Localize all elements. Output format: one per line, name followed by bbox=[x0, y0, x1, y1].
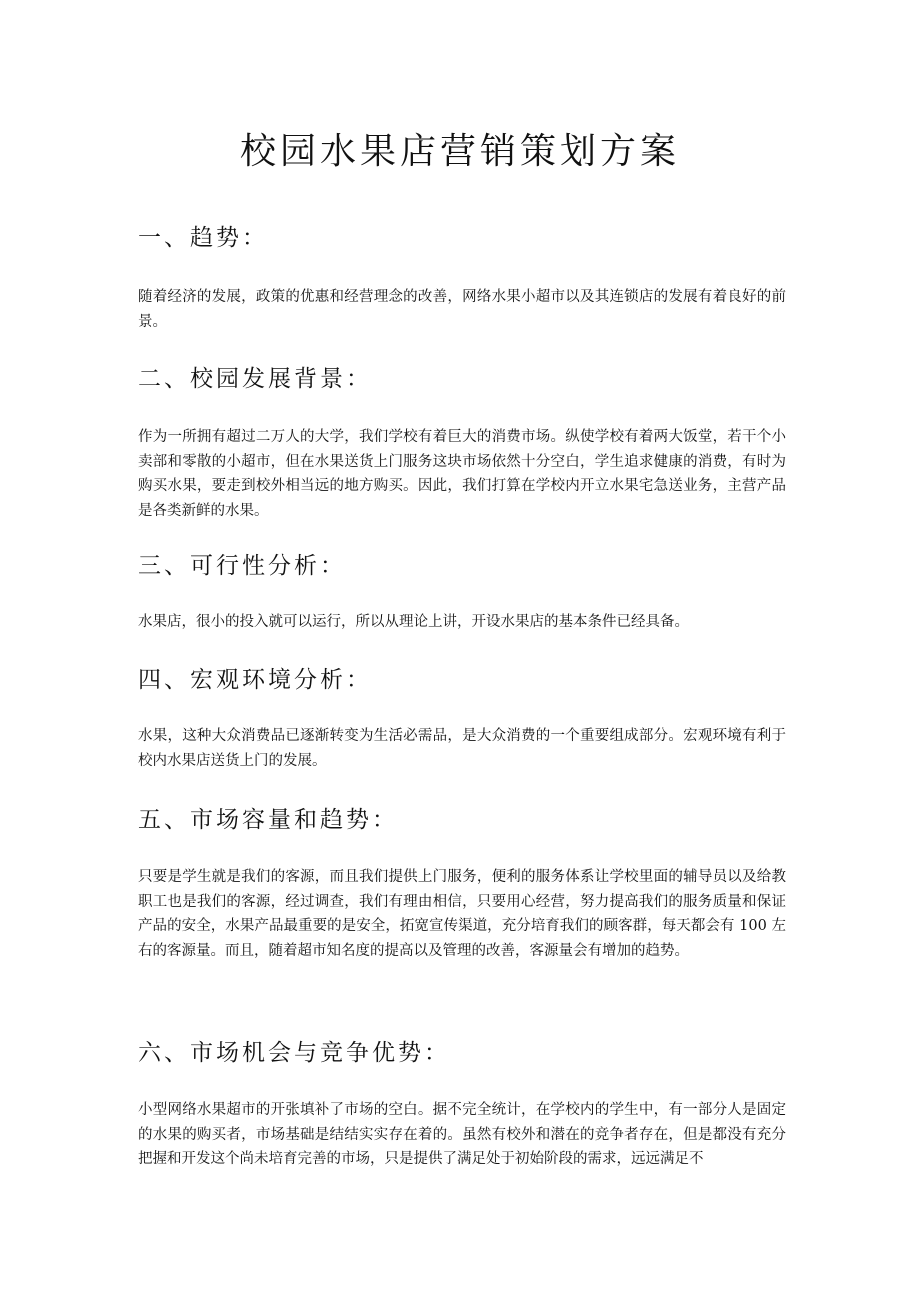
section-body-market-capacity: 只要是学生就是我们的客源，而且我们提供上门服务，便利的服务体系让学校里面的辅导员以及给教职工也是我们的客源，经过调查，我们有理由相信，只要用心经营，努力提高我们的服务质量和保证产品的安全，水果产品最重要的是安全，拓宽宣传渠道，充分培育我们的顾客群，每天都会有 100 左右的客源量。而且，随着超市知名度的提高以及管理的改善，客源量会有增加的趋势。 bbox=[138, 869, 786, 959]
section-body-macro-environment: 水果，这种大众消费品已逐渐转变为生活必需品，是大众消费的一个重要组成部分。宏观环境有利于校内水果店送货上门的发展。 bbox=[138, 728, 786, 769]
section-heading-market-capacity: 五、市场容量和趋势： bbox=[138, 807, 398, 833]
section-heading-campus-background: 二、校园发展背景： bbox=[138, 366, 372, 392]
section-heading-market-opportunity: 六、市场机会与竞争优势： bbox=[138, 1040, 450, 1066]
section-body-market-opportunity: 小型网络水果超市的开张填补了市场的空白。据不完全统计，在学校内的学生中，有一部分人是固定的水果的购买者，市场基础是结结实实存在着的。虽然有校外和潜在的竞争者存在，但是都没有充分把握和开发这个尚未培育完善的市场，只是提供了满足处于初始阶段的需求，远远满足不 bbox=[138, 1102, 786, 1167]
section-body-feasibility: 水果店，很小的投入就可以运行，所以从理论上讲，开设水果店的基本条件已经具备。 bbox=[138, 614, 689, 630]
section-body-campus-background: 作为一所拥有超过二万人的大学，我们学校有着巨大的消费市场。纵使学校有着两大饭堂，若干个小卖部和零散的小超市，但在水果送货上门服务这块市场依然十分空白，学生追求健康的消费，有时为购买水果，要走到校外相当远的地方购买。因此，我们打算在学校内开立水果宅急送业务，主营产品是各类新鲜的水果。 bbox=[138, 429, 786, 519]
section-body-trend: 随着经济的发展，政策的优惠和经营理念的改善，网络水果小超市以及其连锁店的发展有着良好的前景。 bbox=[138, 289, 786, 330]
section-heading-trend: 一、趋势： bbox=[138, 225, 268, 251]
section-heading-feasibility: 三、可行性分析： bbox=[138, 553, 346, 579]
document-title: 校园水果店营销策划方案 bbox=[239, 131, 680, 172]
section-heading-macro-environment: 四、宏观环境分析： bbox=[138, 667, 372, 693]
